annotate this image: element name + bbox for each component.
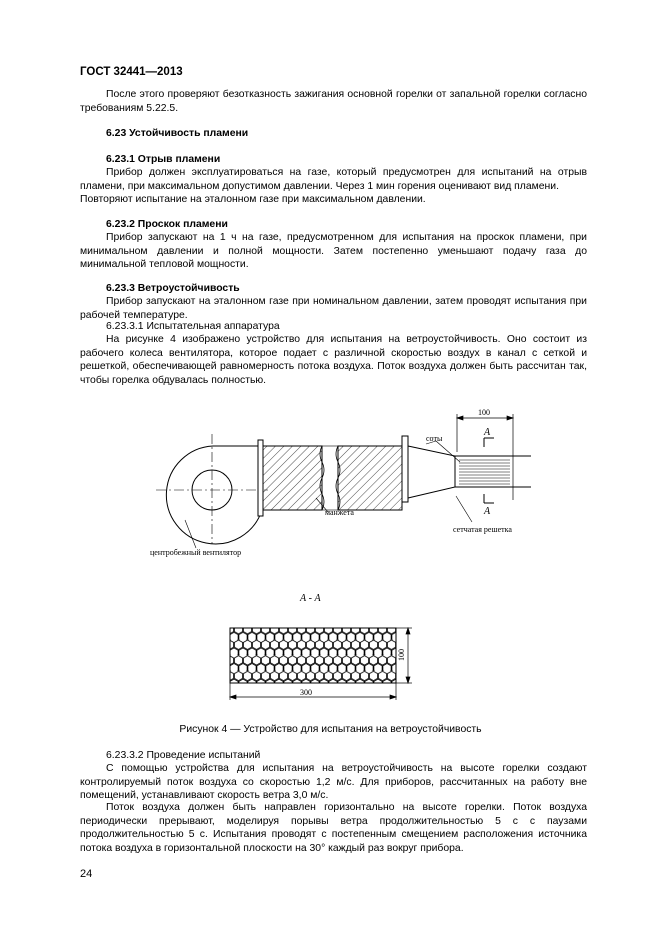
section-6-23-2-title: 6.23.2 Проскок пламени (106, 219, 228, 230)
leader-lines (185, 441, 472, 548)
label-fan: центробежный вентилятор (150, 548, 242, 557)
label-grid: сетчатая решетка (453, 525, 512, 534)
section-6-23-2-paragraph: Прибор запускают на 1 ч на газе, предусмотренном для испытания на проскок пламени, при минимальном давлении и полной мощности. Затем постепенно уменьшают подачу газа до минимальной тепловой мощности. (80, 232, 587, 271)
duct (258, 436, 408, 516)
section-6-23-1-repeat: Повторяют испытание на эталонном газе при максимальном давлении. (80, 194, 426, 205)
section-marker (484, 438, 494, 503)
centrifugal-fan (156, 434, 268, 544)
dimension-300-label: 300 (300, 688, 312, 697)
section-6-23-1-paragraph: Прибор должен эксплуатироваться на газе, который предусмотрен для испытаний на отрыв пламени, при максимальном допустимом давлении. Через 1 мин горения оценивают вид пламени. (80, 167, 587, 192)
nozzle (408, 446, 531, 498)
wind-test-figure (0, 400, 661, 710)
intro-paragraph: После этого проверяют безотказность зажигания основной горелки от запальной горелки согласно требованиям 5.22.5. (80, 89, 587, 114)
section-6-23-1-title: 6.23.1 Отрыв пламени (106, 154, 221, 165)
section-6-23-3-2-paragraph-1: С помощью устройства для испытания на ветроустойчивость на высоте горелки создают контролируемый поток воздуха со скоростью 1,2 м/с. Для приборов, рассчитанных на работу вне помещений, устанавливают скорость ветра 3,0 м/с. (80, 763, 587, 802)
dimension-100-top-label: 100 (478, 408, 490, 417)
section-mark-top: А (484, 427, 491, 438)
section-6-23-3-title: 6.23.3 Ветроустойчивость (106, 283, 240, 294)
section-6-23-3-1-paragraph: На рисунке 4 изображено устройство для испытания на ветроустойчивость. Оно состоит из рабочего колеса вентилятора, которое подает с различной скоростью воздух в канал с сеткой и решеткой, обеспечивающей равномерность потока воздуха. Поток воздуха должен быть рассчитан так, чтобы горелка обдувалась полностью. (80, 334, 587, 386)
figure-caption: Рисунок 4 — Устройство для испытания на ветроустойчивость (179, 724, 482, 735)
label-soty: соты (426, 434, 443, 443)
honeycomb-grid (230, 628, 396, 683)
section-6-23-3-2-title: 6.23.3.2 Проведение испытаний (106, 750, 261, 761)
document-header: ГОСТ 32441—2013 (80, 66, 183, 78)
section-mark-bottom: А (484, 506, 491, 517)
section-6-23-3-paragraph: Прибор запускают на эталонном газе при номинальном давлении, затем проводят испытания при рабочей температуре. (80, 296, 587, 321)
dimension-100-side-label: 100 (397, 649, 406, 661)
section-6-23-3-2-paragraph-2: Поток воздуха должен быть направлен горизонтально на высоте горелки. Поток воздуха периодически прерывают, моделируя порывы ветра продолжительностью 5 с с паузами продолжительностью 5 с. Испытания проводят с постепенным смещением расположения источника потока воздуха в горизонтальной плоскости на 30° каждый раз вокруг прибора. (80, 802, 587, 854)
section-6-23-title: 6.23 Устойчивость пламени (106, 128, 249, 139)
section-6-23-3-1-title: 6.23.3.1 Испытательная аппаратура (106, 321, 280, 332)
page-number: 24 (80, 868, 93, 880)
dimension-300 (230, 683, 396, 700)
section-title: А - А (300, 593, 321, 604)
label-manzheta: манжета (325, 508, 354, 517)
